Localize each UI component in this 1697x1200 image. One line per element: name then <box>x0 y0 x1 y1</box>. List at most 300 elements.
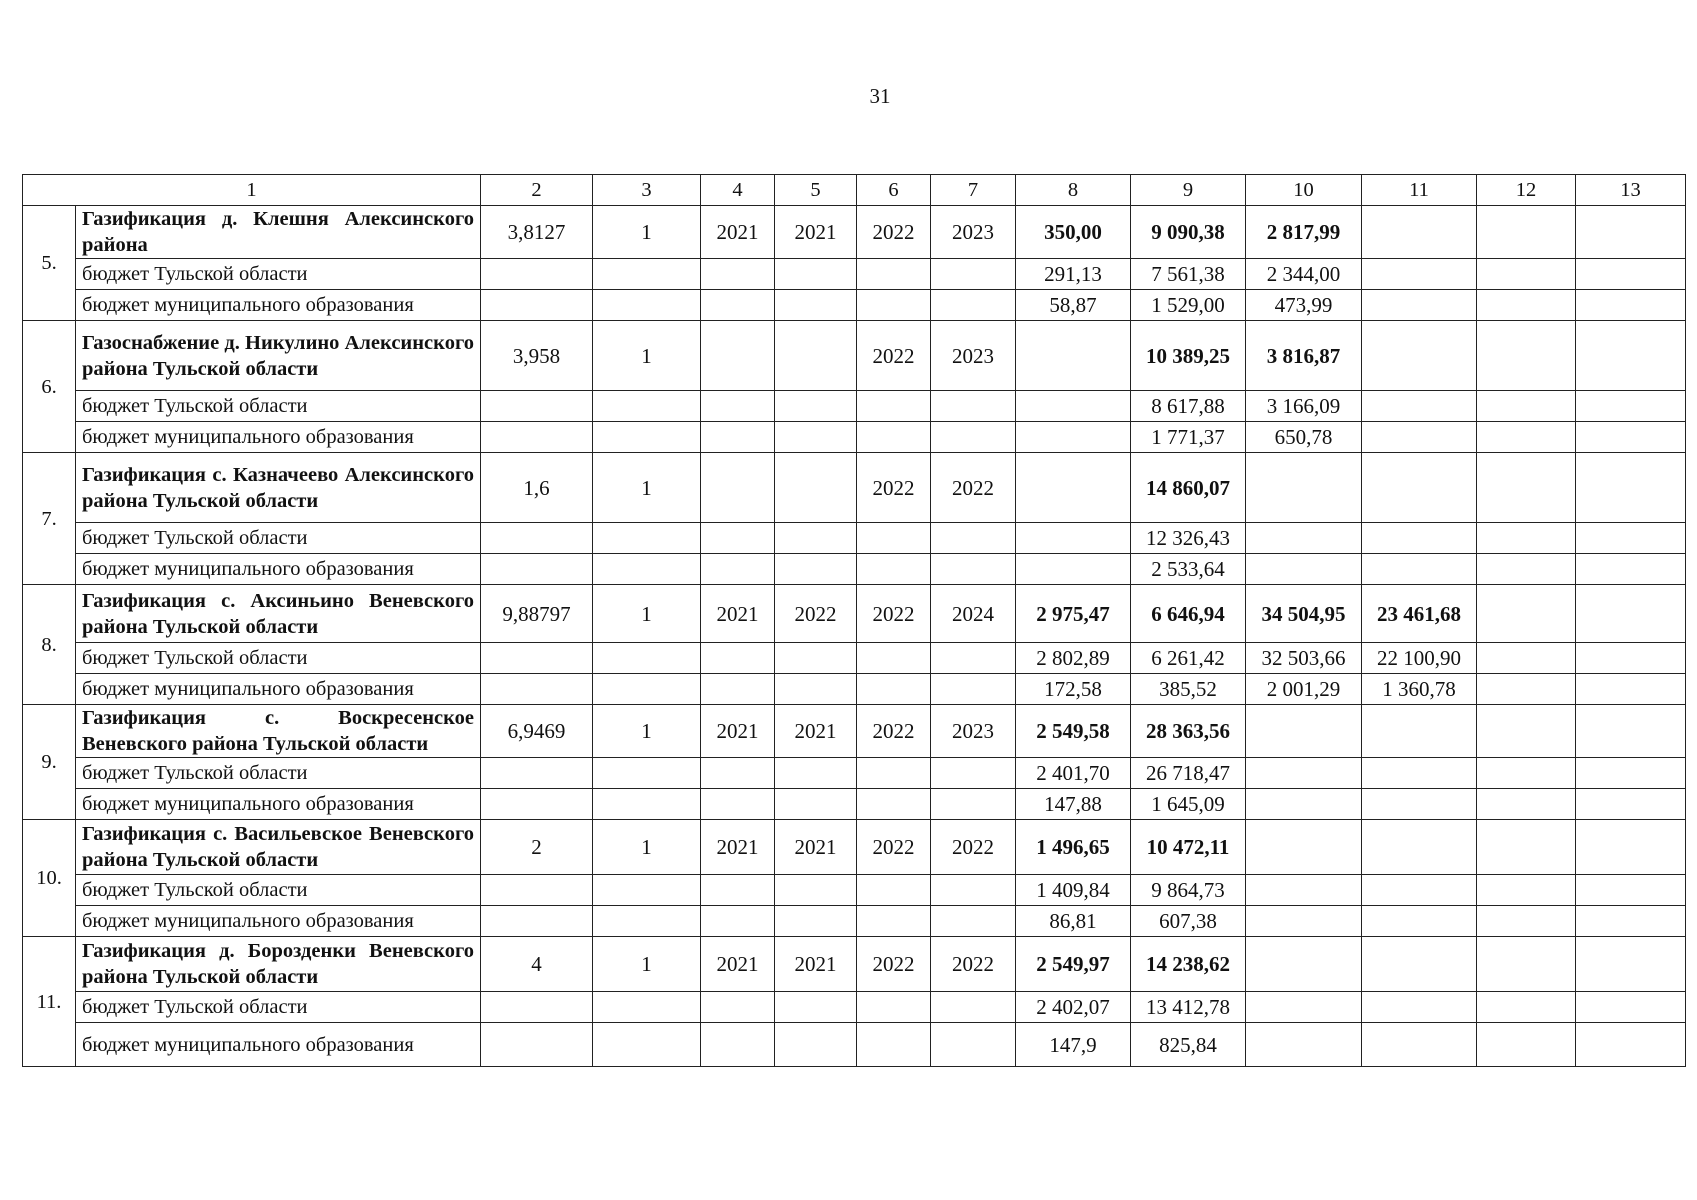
year-col-5: 2021 <box>775 206 857 259</box>
empty-cell <box>701 875 775 906</box>
amount-col-11 <box>1362 937 1477 992</box>
amount-col-13 <box>1576 523 1686 554</box>
empty-cell <box>593 290 701 321</box>
year-col-7: 2022 <box>931 937 1016 992</box>
amount-col-13 <box>1576 820 1686 875</box>
row-number: 7. <box>23 453 76 585</box>
length-km: 1,6 <box>481 453 593 523</box>
settlements-count: 1 <box>593 453 701 523</box>
column-number-row <box>23 175 1686 206</box>
budget-source-row <box>23 875 1686 906</box>
amount-col-10 <box>1246 1023 1362 1067</box>
empty-cell <box>701 643 775 674</box>
amount-col-11 <box>1362 290 1477 321</box>
row-number: 11. <box>23 937 76 1067</box>
amount-col-11 <box>1362 705 1477 758</box>
empty-cell <box>775 259 857 290</box>
year-col-4: 2021 <box>701 585 775 643</box>
empty-cell <box>593 523 701 554</box>
empty-cell <box>481 391 593 422</box>
empty-cell <box>593 643 701 674</box>
empty-cell <box>857 422 931 453</box>
amount-col-11: 22 100,90 <box>1362 643 1477 674</box>
empty-cell <box>593 875 701 906</box>
amount-col-9: 14 238,62 <box>1131 937 1246 992</box>
length-km: 3,8127 <box>481 206 593 259</box>
budget-source-label: бюджет муниципального образования <box>76 789 481 820</box>
amount-col-9: 9 090,38 <box>1131 206 1246 259</box>
project-name: Газификация д. Борозденки Веневского района Тульской области <box>76 937 481 992</box>
amount-col-11 <box>1362 259 1477 290</box>
length-km: 3,958 <box>481 321 593 391</box>
row-number: 5. <box>23 206 76 321</box>
empty-cell <box>857 290 931 321</box>
empty-cell <box>593 758 701 789</box>
length-km: 9,88797 <box>481 585 593 643</box>
amount-col-12 <box>1477 391 1576 422</box>
budget-source-label: бюджет Тульской области <box>76 875 481 906</box>
year-col-5: 2022 <box>775 585 857 643</box>
amount-col-12 <box>1477 643 1576 674</box>
budget-source-row <box>23 259 1686 290</box>
empty-cell <box>931 906 1016 937</box>
amount-col-9: 385,52 <box>1131 674 1246 705</box>
empty-cell <box>481 259 593 290</box>
empty-cell <box>775 906 857 937</box>
amount-col-9: 10 472,11 <box>1131 820 1246 875</box>
empty-cell <box>857 992 931 1023</box>
amount-col-13 <box>1576 674 1686 705</box>
budget-source-row <box>23 906 1686 937</box>
budget-source-row <box>23 1023 1686 1067</box>
amount-col-10: 32 503,66 <box>1246 643 1362 674</box>
budget-source-label: бюджет муниципального образования <box>76 674 481 705</box>
amount-col-10 <box>1246 906 1362 937</box>
settlements-count: 1 <box>593 206 701 259</box>
amount-col-10: 34 504,95 <box>1246 585 1362 643</box>
row-number: 6. <box>23 321 76 453</box>
amount-col-10 <box>1246 992 1362 1023</box>
amount-col-12 <box>1477 523 1576 554</box>
empty-cell <box>775 789 857 820</box>
amount-col-12 <box>1477 992 1576 1023</box>
empty-cell <box>775 643 857 674</box>
empty-cell <box>481 554 593 585</box>
amount-col-9: 13 412,78 <box>1131 992 1246 1023</box>
amount-col-12 <box>1477 290 1576 321</box>
empty-cell <box>701 422 775 453</box>
amount-col-12 <box>1477 674 1576 705</box>
amount-col-13 <box>1576 554 1686 585</box>
column-header: 10 <box>1246 175 1362 206</box>
empty-cell <box>931 992 1016 1023</box>
project-row <box>23 820 1686 875</box>
budget-source-label: бюджет муниципального образования <box>76 1023 481 1067</box>
year-col-4 <box>701 453 775 523</box>
empty-cell <box>931 758 1016 789</box>
amount-col-13 <box>1576 391 1686 422</box>
year-col-6: 2022 <box>857 820 931 875</box>
amount-col-8: 2 802,89 <box>1016 643 1131 674</box>
amount-col-9: 1 529,00 <box>1131 290 1246 321</box>
year-col-6: 2022 <box>857 585 931 643</box>
empty-cell <box>775 290 857 321</box>
amount-col-9: 10 389,25 <box>1131 321 1246 391</box>
project-name: Газификация д. Клешня Алексинского района <box>76 206 481 259</box>
amount-col-13 <box>1576 206 1686 259</box>
amount-col-10 <box>1246 705 1362 758</box>
column-header: 13 <box>1576 175 1686 206</box>
amount-col-13 <box>1576 290 1686 321</box>
project-name: Газификация с. Васильевское Веневского района Тульской области <box>76 820 481 875</box>
empty-cell <box>701 906 775 937</box>
amount-col-10 <box>1246 758 1362 789</box>
amount-col-11 <box>1362 523 1477 554</box>
amount-col-10 <box>1246 875 1362 906</box>
empty-cell <box>775 1023 857 1067</box>
amount-col-13 <box>1576 906 1686 937</box>
empty-cell <box>481 643 593 674</box>
column-header: 11 <box>1362 175 1477 206</box>
year-col-4: 2021 <box>701 705 775 758</box>
amount-col-8: 2 402,07 <box>1016 992 1131 1023</box>
amount-col-11 <box>1362 875 1477 906</box>
amount-col-9: 14 860,07 <box>1131 453 1246 523</box>
empty-cell <box>857 554 931 585</box>
amount-col-11 <box>1362 206 1477 259</box>
amount-col-12 <box>1477 906 1576 937</box>
year-col-5: 2021 <box>775 705 857 758</box>
empty-cell <box>701 523 775 554</box>
amount-col-8: 1 409,84 <box>1016 875 1131 906</box>
budget-source-label: бюджет муниципального образования <box>76 906 481 937</box>
empty-cell <box>481 992 593 1023</box>
amount-col-8: 58,87 <box>1016 290 1131 321</box>
amount-col-13 <box>1576 453 1686 523</box>
amount-col-8 <box>1016 422 1131 453</box>
empty-cell <box>593 674 701 705</box>
budget-source-label: бюджет Тульской области <box>76 391 481 422</box>
project-name: Газоснабжение д. Никулино Алексинского района Тульской области <box>76 321 481 391</box>
amount-col-8 <box>1016 453 1131 523</box>
amount-col-8: 2 549,97 <box>1016 937 1131 992</box>
amount-col-8: 291,13 <box>1016 259 1131 290</box>
empty-cell <box>481 906 593 937</box>
amount-col-10 <box>1246 523 1362 554</box>
year-col-4 <box>701 321 775 391</box>
year-col-6: 2022 <box>857 206 931 259</box>
empty-cell <box>857 643 931 674</box>
amount-col-12 <box>1477 820 1576 875</box>
empty-cell <box>701 391 775 422</box>
empty-cell <box>775 875 857 906</box>
year-col-7: 2022 <box>931 820 1016 875</box>
amount-col-13 <box>1576 758 1686 789</box>
year-col-7: 2023 <box>931 206 1016 259</box>
budget-source-row <box>23 391 1686 422</box>
empty-cell <box>931 875 1016 906</box>
empty-cell <box>593 1023 701 1067</box>
amount-col-8: 147,9 <box>1016 1023 1131 1067</box>
empty-cell <box>701 259 775 290</box>
amount-col-12 <box>1477 554 1576 585</box>
column-header: 7 <box>931 175 1016 206</box>
empty-cell <box>481 422 593 453</box>
amount-col-10: 3 816,87 <box>1246 321 1362 391</box>
amount-col-8 <box>1016 523 1131 554</box>
budget-source-label: бюджет Тульской области <box>76 523 481 554</box>
empty-cell <box>931 290 1016 321</box>
column-header: 3 <box>593 175 701 206</box>
settlements-count: 1 <box>593 705 701 758</box>
amount-col-11 <box>1362 906 1477 937</box>
amount-col-11: 1 360,78 <box>1362 674 1477 705</box>
empty-cell <box>775 422 857 453</box>
empty-cell <box>857 674 931 705</box>
amount-col-10: 3 166,09 <box>1246 391 1362 422</box>
amount-col-11 <box>1362 992 1477 1023</box>
amount-col-8 <box>1016 321 1131 391</box>
amount-col-12 <box>1477 453 1576 523</box>
project-name: Газификация с. Казначеево Алексинского района Тульской области <box>76 453 481 523</box>
amount-col-11 <box>1362 422 1477 453</box>
amount-col-10: 2 817,99 <box>1246 206 1362 259</box>
amount-col-13 <box>1576 1023 1686 1067</box>
budget-source-label: бюджет муниципального образования <box>76 290 481 321</box>
row-number: 9. <box>23 705 76 820</box>
budget-source-label: бюджет Тульской области <box>76 758 481 789</box>
amount-col-8 <box>1016 391 1131 422</box>
amount-col-9: 12 326,43 <box>1131 523 1246 554</box>
empty-cell <box>775 992 857 1023</box>
year-col-4: 2021 <box>701 206 775 259</box>
empty-cell <box>775 523 857 554</box>
amount-col-13 <box>1576 259 1686 290</box>
amount-col-13 <box>1576 705 1686 758</box>
amount-col-12 <box>1477 705 1576 758</box>
empty-cell <box>857 259 931 290</box>
year-col-7: 2023 <box>931 705 1016 758</box>
project-name: Газификация с. Воскресенское Веневского района Тульской области <box>76 705 481 758</box>
empty-cell <box>931 643 1016 674</box>
amount-col-9: 7 561,38 <box>1131 259 1246 290</box>
budget-source-row <box>23 674 1686 705</box>
budget-source-label: бюджет муниципального образования <box>76 422 481 453</box>
amount-col-9: 825,84 <box>1131 1023 1246 1067</box>
empty-cell <box>857 523 931 554</box>
budget-source-label: бюджет Тульской области <box>76 259 481 290</box>
column-header: 9 <box>1131 175 1246 206</box>
empty-cell <box>701 290 775 321</box>
empty-cell <box>593 554 701 585</box>
amount-col-10: 2 344,00 <box>1246 259 1362 290</box>
year-col-6: 2022 <box>857 937 931 992</box>
amount-col-8: 1 496,65 <box>1016 820 1131 875</box>
empty-cell <box>593 391 701 422</box>
empty-cell <box>593 259 701 290</box>
budget-source-row <box>23 758 1686 789</box>
empty-cell <box>593 992 701 1023</box>
project-name: Газификация с. Аксиньино Веневского района Тульской области <box>76 585 481 643</box>
amount-col-10 <box>1246 937 1362 992</box>
amount-col-8 <box>1016 554 1131 585</box>
budget-source-row <box>23 422 1686 453</box>
amount-col-13 <box>1576 789 1686 820</box>
project-row <box>23 453 1686 523</box>
empty-cell <box>481 1023 593 1067</box>
empty-cell <box>481 674 593 705</box>
budget-source-label: бюджет Тульской области <box>76 992 481 1023</box>
amount-col-8: 86,81 <box>1016 906 1131 937</box>
empty-cell <box>701 992 775 1023</box>
empty-cell <box>481 290 593 321</box>
amount-col-13 <box>1576 992 1686 1023</box>
settlements-count: 1 <box>593 820 701 875</box>
amount-col-12 <box>1477 206 1576 259</box>
empty-cell <box>931 259 1016 290</box>
project-row <box>23 206 1686 259</box>
amount-col-10 <box>1246 554 1362 585</box>
empty-cell <box>931 1023 1016 1067</box>
length-km: 6,9469 <box>481 705 593 758</box>
amount-col-11 <box>1362 321 1477 391</box>
amount-col-11 <box>1362 820 1477 875</box>
amount-col-9: 26 718,47 <box>1131 758 1246 789</box>
amount-col-12 <box>1477 789 1576 820</box>
empty-cell <box>593 422 701 453</box>
budget-source-row <box>23 789 1686 820</box>
empty-cell <box>931 674 1016 705</box>
empty-cell <box>931 422 1016 453</box>
row-number: 10. <box>23 820 76 937</box>
page-number: 31 <box>869 84 891 108</box>
empty-cell <box>931 789 1016 820</box>
column-header: 5 <box>775 175 857 206</box>
year-col-6: 2022 <box>857 705 931 758</box>
amount-col-11 <box>1362 391 1477 422</box>
amount-col-9: 9 864,73 <box>1131 875 1246 906</box>
budget-source-row <box>23 523 1686 554</box>
empty-cell <box>701 554 775 585</box>
empty-cell <box>701 674 775 705</box>
amount-col-8: 2 975,47 <box>1016 585 1131 643</box>
budget-source-row <box>23 290 1686 321</box>
year-col-4: 2021 <box>701 820 775 875</box>
amount-col-12 <box>1477 585 1576 643</box>
year-col-5: 2021 <box>775 820 857 875</box>
column-header: 1 <box>23 175 481 206</box>
amount-col-10 <box>1246 453 1362 523</box>
year-col-7: 2022 <box>931 453 1016 523</box>
empty-cell <box>857 789 931 820</box>
year-col-4: 2021 <box>701 937 775 992</box>
empty-cell <box>857 758 931 789</box>
empty-cell <box>775 674 857 705</box>
amount-col-11 <box>1362 1023 1477 1067</box>
empty-cell <box>857 875 931 906</box>
amount-col-11 <box>1362 758 1477 789</box>
empty-cell <box>775 758 857 789</box>
budget-source-row <box>23 643 1686 674</box>
amount-col-12 <box>1477 1023 1576 1067</box>
project-row <box>23 585 1686 643</box>
amount-col-12 <box>1477 875 1576 906</box>
amount-col-8: 2 549,58 <box>1016 705 1131 758</box>
amount-col-12 <box>1477 937 1576 992</box>
year-col-5 <box>775 453 857 523</box>
amount-col-13 <box>1576 422 1686 453</box>
empty-cell <box>775 391 857 422</box>
funding-table <box>22 174 1686 1067</box>
amount-col-9: 1 771,37 <box>1131 422 1246 453</box>
column-header: 8 <box>1016 175 1131 206</box>
empty-cell <box>701 758 775 789</box>
year-col-7: 2024 <box>931 585 1016 643</box>
amount-col-8: 147,88 <box>1016 789 1131 820</box>
empty-cell <box>931 523 1016 554</box>
amount-col-13 <box>1576 875 1686 906</box>
amount-col-11 <box>1362 453 1477 523</box>
amount-col-13 <box>1576 585 1686 643</box>
budget-source-label: бюджет муниципального образования <box>76 554 481 585</box>
amount-col-11 <box>1362 789 1477 820</box>
length-km: 2 <box>481 820 593 875</box>
settlements-count: 1 <box>593 585 701 643</box>
empty-cell <box>481 758 593 789</box>
empty-cell <box>931 554 1016 585</box>
column-header: 2 <box>481 175 593 206</box>
amount-col-10 <box>1246 789 1362 820</box>
year-col-5: 2021 <box>775 937 857 992</box>
amount-col-10: 473,99 <box>1246 290 1362 321</box>
budget-source-row <box>23 554 1686 585</box>
amount-col-8: 350,00 <box>1016 206 1131 259</box>
column-header: 12 <box>1477 175 1576 206</box>
amount-col-9: 6 646,94 <box>1131 585 1246 643</box>
settlements-count: 1 <box>593 937 701 992</box>
amount-col-8: 172,58 <box>1016 674 1131 705</box>
amount-col-12 <box>1477 259 1576 290</box>
amount-col-11: 23 461,68 <box>1362 585 1477 643</box>
empty-cell <box>593 789 701 820</box>
amount-col-12 <box>1477 758 1576 789</box>
empty-cell <box>481 789 593 820</box>
length-km: 4 <box>481 937 593 992</box>
amount-col-9: 2 533,64 <box>1131 554 1246 585</box>
amount-col-10 <box>1246 820 1362 875</box>
project-row <box>23 937 1686 992</box>
budget-source-label: бюджет Тульской области <box>76 643 481 674</box>
empty-cell <box>701 789 775 820</box>
year-col-5 <box>775 321 857 391</box>
empty-cell <box>481 875 593 906</box>
amount-col-11 <box>1362 554 1477 585</box>
amount-col-9: 8 617,88 <box>1131 391 1246 422</box>
empty-cell <box>775 554 857 585</box>
amount-col-12 <box>1477 422 1576 453</box>
project-row <box>23 321 1686 391</box>
amount-col-13 <box>1576 937 1686 992</box>
settlements-count: 1 <box>593 321 701 391</box>
year-col-7: 2023 <box>931 321 1016 391</box>
amount-col-9: 1 645,09 <box>1131 789 1246 820</box>
column-header: 6 <box>857 175 931 206</box>
empty-cell <box>481 523 593 554</box>
empty-cell <box>593 906 701 937</box>
amount-col-13 <box>1576 643 1686 674</box>
empty-cell <box>931 391 1016 422</box>
empty-cell <box>701 1023 775 1067</box>
